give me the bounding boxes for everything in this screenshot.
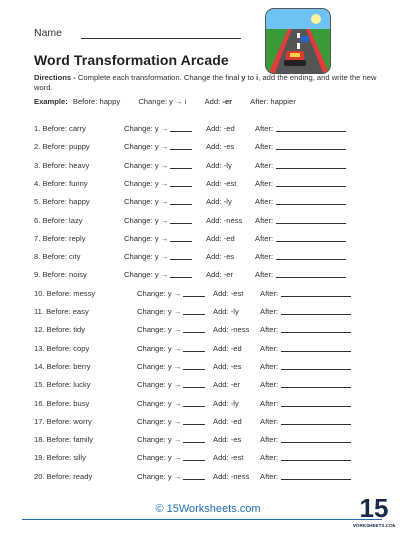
change-label: Change: y →	[137, 307, 182, 316]
change-rule	[124, 197, 192, 206]
change-rule	[137, 325, 205, 334]
add-ending: Add: -est	[213, 453, 244, 463]
before-word: 15. Before: lucky	[34, 380, 91, 390]
change-blank[interactable]	[170, 277, 192, 278]
add-ending: Add: -es	[206, 252, 235, 262]
change-label: Change: y →	[124, 233, 169, 243]
before-word: 10. Before: messy	[34, 288, 96, 298]
after-answer	[255, 161, 346, 170]
change-rule	[124, 124, 192, 133]
after-answer	[260, 399, 351, 408]
change-rule	[137, 380, 205, 389]
footer-link[interactable]: © 15Worksheets.com	[155, 503, 261, 515]
change-label: Change: y →	[124, 142, 169, 152]
after-answer	[260, 325, 351, 334]
change-rule	[124, 142, 192, 151]
change-label: Change: y →	[124, 252, 169, 262]
after-answer	[260, 453, 351, 462]
change-rule	[137, 435, 205, 444]
example-add-label: Add:	[204, 97, 221, 106]
change-rule	[137, 362, 205, 371]
change-blank[interactable]	[170, 204, 192, 205]
before-word: 4. Before: funny	[34, 178, 88, 188]
change-blank[interactable]	[183, 332, 205, 333]
after-blank[interactable]	[276, 168, 346, 169]
add-ending: Add: -er	[213, 380, 241, 390]
exercise-row	[34, 344, 384, 358]
after-answer	[255, 124, 346, 133]
after-answer	[260, 289, 351, 298]
before-word: 19. Before: silly	[34, 453, 86, 463]
change-label: Change: y →	[137, 471, 182, 481]
race-car-game-icon	[265, 8, 331, 74]
change-label: Change: y →	[137, 416, 182, 426]
change-blank[interactable]	[183, 442, 205, 443]
add-ending: Add: -est	[213, 288, 244, 298]
change-label: Change: y →	[137, 325, 182, 335]
after-answer	[255, 270, 346, 279]
before-word: 6. Before: lazy	[34, 215, 83, 225]
before-word: 9. Before: noisy	[34, 270, 87, 280]
change-blank[interactable]	[170, 259, 192, 260]
before-word: 14. Before: berry	[34, 361, 91, 371]
add-ending: Add: -ed	[206, 124, 235, 133]
before-word: 20. Before: ready	[34, 471, 93, 481]
change-rule	[124, 161, 192, 170]
after-blank[interactable]	[281, 314, 351, 315]
change-label: Change: y →	[137, 380, 182, 390]
change-blank[interactable]	[183, 460, 205, 461]
before-word: 1. Before: carry	[34, 124, 86, 133]
brand-logo	[353, 489, 395, 531]
after-answer	[260, 417, 351, 426]
after-label: After:	[260, 453, 279, 463]
change-rule	[137, 289, 205, 298]
after-answer	[255, 234, 346, 243]
after-blank[interactable]	[276, 241, 346, 242]
add-ending: Add: -est	[206, 178, 237, 188]
after-label: After:	[260, 471, 279, 481]
exercise-row	[34, 179, 384, 193]
after-blank[interactable]	[281, 387, 351, 388]
exercise-row	[34, 435, 384, 449]
add-ending: Add: -es	[213, 361, 242, 371]
change-label: Change: y →	[124, 160, 169, 170]
change-blank[interactable]	[170, 168, 192, 169]
add-ending: Add: -er	[206, 270, 234, 280]
after-label: After:	[260, 343, 279, 353]
change-label: Change: y →	[124, 197, 169, 207]
add-ending: Add: -ness	[213, 471, 250, 481]
add-ending: Add: -ed	[206, 233, 235, 243]
example-after: After: happier	[250, 97, 296, 106]
after-answer	[255, 252, 346, 261]
after-label: After:	[255, 215, 274, 225]
after-answer	[260, 362, 351, 371]
after-answer	[260, 380, 351, 389]
exercise-row	[34, 453, 384, 467]
change-blank[interactable]	[183, 369, 205, 370]
footer-divider	[22, 519, 382, 520]
example-change: Change: y → i	[138, 97, 187, 106]
change-rule	[124, 216, 192, 225]
directions-label: Directions -	[34, 73, 76, 82]
after-answer	[260, 344, 351, 353]
directions-text-2: , add the ending, and write the new word.	[34, 73, 377, 93]
after-label: After:	[255, 252, 274, 262]
change-label: Change: y →	[137, 343, 182, 353]
after-blank[interactable]	[276, 223, 346, 224]
after-answer	[260, 435, 351, 444]
after-blank[interactable]	[281, 424, 351, 425]
name-label: Name	[34, 27, 63, 39]
after-label: After:	[260, 307, 279, 316]
after-label: After:	[255, 178, 274, 188]
after-blank[interactable]	[281, 369, 351, 370]
after-label: After:	[260, 398, 279, 408]
before-word: 17. Before: worry	[34, 416, 92, 426]
change-blank[interactable]	[183, 314, 205, 315]
before-word: 13. Before: copy	[34, 343, 90, 353]
change-label: Change: y →	[137, 288, 182, 298]
change-label: Change: y →	[124, 270, 169, 280]
change-blank[interactable]	[183, 351, 205, 352]
exercise-row	[34, 197, 384, 211]
after-answer	[255, 179, 346, 188]
directions-text-1: Complete each transformation. Change the final	[77, 73, 240, 82]
after-label: After:	[260, 380, 279, 390]
add-ending: Add: -ness	[213, 325, 250, 335]
after-answer	[255, 142, 346, 151]
brand-caption: WORKSHEETS.COM	[353, 523, 395, 528]
after-answer	[255, 216, 346, 225]
change-rule	[137, 472, 205, 481]
after-label: After:	[255, 197, 274, 207]
change-rule	[137, 399, 205, 408]
exercise-row	[34, 325, 384, 339]
change-blank[interactable]	[170, 186, 192, 187]
after-label: After:	[255, 160, 274, 170]
exercise-row	[34, 142, 384, 156]
change-blank[interactable]	[183, 479, 205, 480]
after-label: After:	[260, 361, 279, 371]
brand-number: 15	[359, 493, 389, 523]
after-label: After:	[255, 142, 274, 152]
after-blank[interactable]	[276, 259, 346, 260]
before-word: 8. Before: city	[34, 252, 81, 262]
after-label: After:	[260, 435, 279, 445]
exercise-row	[34, 216, 384, 230]
after-blank[interactable]	[281, 332, 351, 333]
before-word: 18. Before: family	[34, 435, 94, 445]
exercise-row	[34, 417, 384, 431]
change-rule	[124, 234, 192, 243]
exercise-row	[34, 270, 384, 284]
before-word: 12. Before: tidy	[34, 325, 86, 335]
directions-y: y	[241, 73, 246, 82]
add-ending: Add: -es	[213, 435, 242, 445]
before-word: 2. Before: puppy	[34, 142, 90, 152]
change-label: Change: y →	[137, 398, 182, 408]
exercise-row	[34, 252, 384, 266]
add-ending: Add: -ed	[213, 416, 242, 426]
change-blank[interactable]	[170, 131, 192, 132]
add-ending: Add: -ly	[213, 307, 239, 316]
change-rule	[124, 179, 192, 188]
directions-i: i	[256, 73, 259, 82]
directions-to: to	[247, 73, 254, 82]
before-word: 5. Before: happy	[34, 197, 90, 207]
exercise-row	[34, 307, 384, 321]
exercise-row	[34, 362, 384, 376]
after-label: After:	[260, 325, 279, 335]
change-blank[interactable]	[183, 296, 205, 297]
after-blank[interactable]	[276, 186, 346, 187]
change-blank[interactable]	[183, 424, 205, 425]
change-blank[interactable]	[170, 223, 192, 224]
after-blank[interactable]	[281, 460, 351, 461]
change-label: Change: y →	[124, 215, 169, 225]
after-blank[interactable]	[281, 479, 351, 480]
before-word: 3. Before: heavy	[34, 160, 90, 170]
page-title: Word Transformation Arcade	[34, 52, 229, 68]
example-before: Before: happy	[72, 97, 121, 106]
change-label: Change: y →	[137, 453, 182, 463]
change-rule	[137, 307, 205, 316]
directions	[34, 73, 384, 94]
before-word: 16. Before: busy	[34, 398, 90, 408]
change-label: Change: y →	[137, 435, 182, 445]
change-label: Change: y →	[137, 361, 182, 371]
name-row	[34, 27, 62, 39]
change-rule	[137, 344, 205, 353]
add-ending: Add: -ness	[206, 215, 243, 225]
add-ending: Add: -ed	[213, 343, 242, 353]
before-word: 7. Before: reply	[34, 233, 86, 243]
exercise-row	[34, 472, 384, 486]
after-blank[interactable]	[281, 406, 351, 407]
after-answer	[255, 197, 346, 206]
example-label: Example:	[34, 97, 68, 106]
change-label: Change: y →	[124, 124, 169, 133]
exercise-row	[34, 289, 384, 303]
exercise-row	[34, 124, 384, 138]
change-rule	[137, 453, 205, 462]
change-rule	[137, 417, 205, 426]
after-answer	[260, 307, 351, 316]
example-row	[34, 97, 296, 106]
after-blank[interactable]	[281, 296, 351, 297]
after-label: After:	[255, 270, 274, 280]
after-label: After:	[260, 288, 279, 298]
exercise-row	[34, 399, 384, 413]
after-blank[interactable]	[281, 351, 351, 352]
example-add-value: -er	[222, 97, 233, 106]
after-blank[interactable]	[276, 277, 346, 278]
after-blank[interactable]	[276, 149, 346, 150]
after-answer	[260, 472, 351, 481]
name-line[interactable]	[81, 38, 241, 39]
change-blank[interactable]	[183, 387, 205, 388]
change-blank[interactable]	[170, 241, 192, 242]
change-blank[interactable]	[183, 406, 205, 407]
after-label: After:	[255, 233, 274, 243]
add-ending: Add: -es	[206, 142, 235, 152]
exercise-row	[34, 234, 384, 248]
add-ending: Add: -ly	[206, 197, 232, 207]
after-blank[interactable]	[281, 442, 351, 443]
after-blank[interactable]	[276, 204, 346, 205]
exercise-row	[34, 380, 384, 394]
change-blank[interactable]	[170, 149, 192, 150]
add-ending: Add: -ly	[206, 160, 232, 170]
change-rule	[124, 270, 192, 279]
change-label: Change: y →	[124, 178, 169, 188]
add-ending: Add: -ly	[213, 398, 239, 408]
before-word: 11. Before: easy	[34, 307, 89, 316]
change-rule	[124, 252, 192, 261]
exercise-row	[34, 161, 384, 175]
after-label: After:	[260, 416, 279, 426]
after-blank[interactable]	[276, 131, 346, 132]
after-label: After:	[255, 124, 274, 133]
